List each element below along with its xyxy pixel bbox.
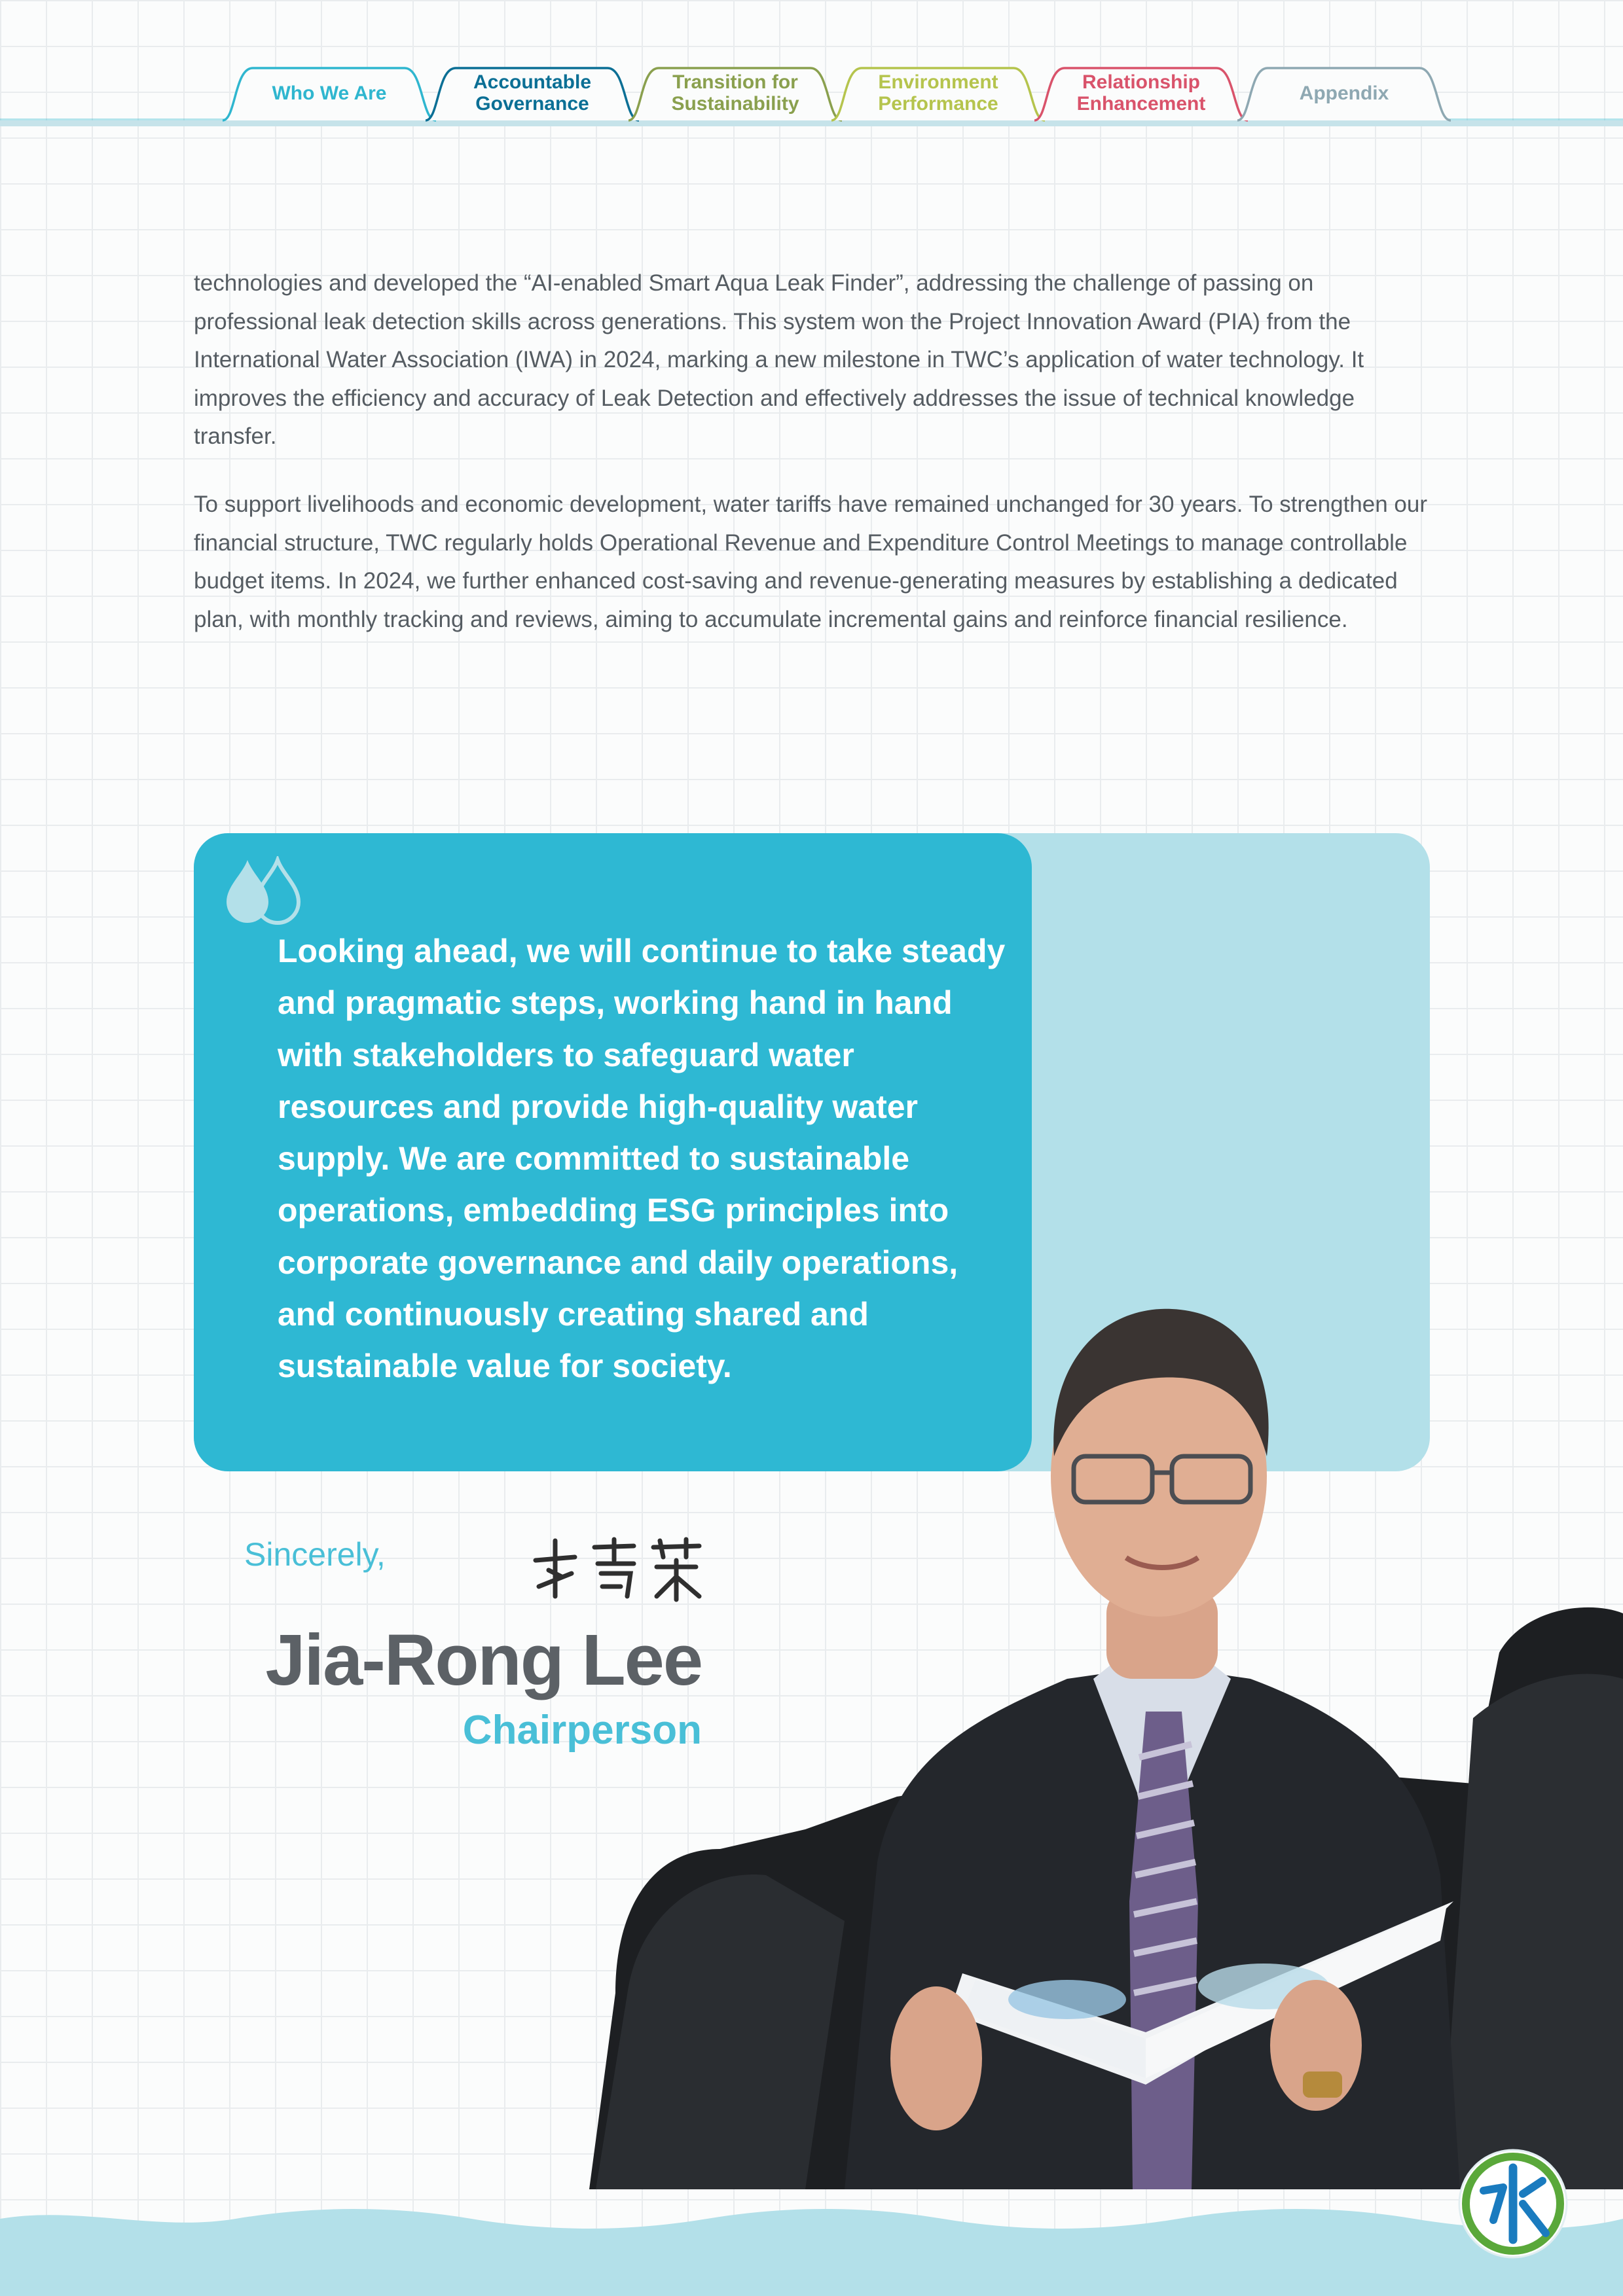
tab-label: Accountable Governance — [473, 71, 592, 115]
closing-salutation: Sincerely, — [244, 1536, 386, 1573]
body-paragraph: To support livelihoods and economic development, water tariffs have remained unchanged for 30 years. To strengthen our financial structure, TWC regularly holds Operational Revenue and Expenditure Control Meetings to manage controllable budget items. In 2024, we further enhanced cost-saving and revenue-generating measures by establishing a dedicated plan, with monthly tracking and reviews, aiming to accumulate incremental gains and reinforce financial resilience. — [194, 492, 1428, 632]
tab-relationship-enhancement[interactable] — [1033, 64, 1249, 122]
tab-transition-for-sustainability[interactable] — [627, 64, 843, 122]
tab-label: Who We Are — [272, 82, 387, 104]
water-drops-icon — [223, 856, 308, 925]
handwritten-signature — [529, 1534, 706, 1606]
tab-label: Appendix — [1299, 82, 1389, 104]
chairperson-photo — [570, 1260, 1623, 2229]
tab-label: Transition for Sustainability — [671, 71, 799, 115]
tab-label: Environment Performance — [878, 71, 998, 115]
tab-who-we-are[interactable] — [221, 64, 437, 122]
signer-title: Chairperson — [462, 1708, 702, 1753]
footer-wave — [0, 2206, 1623, 2296]
tab-accountable-governance[interactable] — [424, 64, 640, 122]
body-paragraph: technologies and developed the “AI-enabled Smart Aqua Leak Finder”, addressing the challenge of passing on professional leak detection skills across generations. This system won the Project Innovation Award (PIA) from the International Water Association (IWA) in 2024, marking a new milestone in TWC’s application of water technology. It improves the efficiency and accuracy of Leak Detection and effectively addresses the issue of technical knowledge transfer. — [194, 270, 1364, 449]
twc-water-logo-icon — [1457, 2148, 1569, 2259]
chairperson-quote: Looking ahead, we will continue to take steady and pragmatic steps, working hand in hand with stakeholders to safeguard water resources and provide high-quality water supply. We are committed to sustainable operations, embedding ESG principles into corporate governance and daily operations, and continuously creating shared and sustainable value for society. — [278, 933, 1006, 1385]
tab-label: Relationship Enhancement — [1076, 71, 1206, 115]
tab-environment-performance[interactable] — [830, 64, 1046, 122]
signer-name: Jia-Rong Lee — [265, 1620, 702, 1700]
tab-appendix[interactable] — [1236, 64, 1452, 122]
